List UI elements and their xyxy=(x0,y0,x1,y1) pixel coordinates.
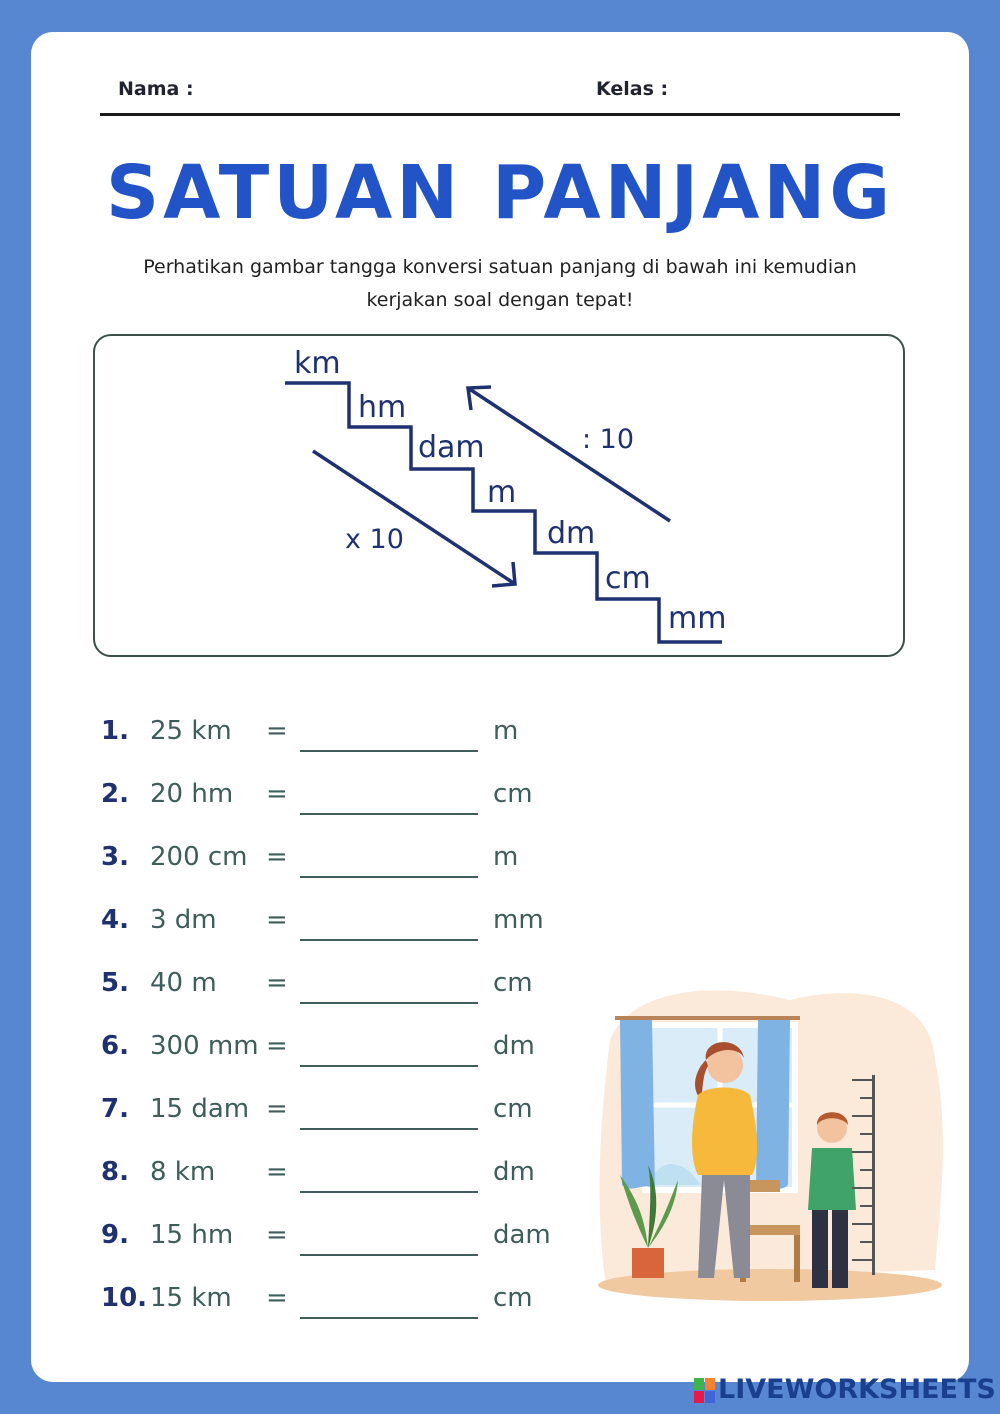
question-row xyxy=(0,1273,600,1323)
question-row xyxy=(0,769,600,819)
name-label: Nama : xyxy=(118,78,194,100)
answer-input[interactable] xyxy=(300,1128,478,1130)
answer-input[interactable] xyxy=(300,939,478,941)
question-row xyxy=(0,1210,600,1260)
stair-label-cm: cm xyxy=(605,561,651,596)
target-unit: cm xyxy=(493,1094,533,1124)
target-unit: mm xyxy=(493,905,544,935)
question-number: 6. xyxy=(101,1031,129,1061)
stair-label-km: km xyxy=(294,346,341,381)
stair-label-hm: hm xyxy=(358,390,407,425)
question-number: 4. xyxy=(101,905,129,935)
question-value: 25 km xyxy=(150,716,232,746)
target-unit: dm xyxy=(493,1157,535,1187)
answer-input[interactable] xyxy=(300,1254,478,1256)
equals-sign: = xyxy=(266,716,288,746)
target-unit: cm xyxy=(493,779,533,809)
divide-label: : 10 xyxy=(582,424,635,455)
question-number: 5. xyxy=(101,968,129,998)
question-number: 7. xyxy=(101,1094,129,1124)
question-value: 200 cm xyxy=(150,842,248,872)
question-value: 20 hm xyxy=(150,779,234,809)
question-row xyxy=(0,706,600,756)
liveworksheets-brand: LIVEWORKSHEETS xyxy=(718,1374,996,1405)
target-unit: dam xyxy=(493,1220,551,1250)
equals-sign: = xyxy=(266,905,288,935)
question-row xyxy=(0,1021,600,1071)
answer-input[interactable] xyxy=(300,1191,478,1193)
target-unit: cm xyxy=(493,968,533,998)
question-value: 300 mm xyxy=(150,1031,259,1061)
instruction-text: Perhatikan gambar tangga konversi satuan panjang di bawah ini kemudian kerjakan soal dengan tepat! xyxy=(143,256,857,311)
answer-input[interactable] xyxy=(300,1317,478,1319)
question-number: 8. xyxy=(101,1157,129,1187)
stair-label-dam: dam xyxy=(418,430,485,465)
question-row xyxy=(0,1147,600,1197)
equals-sign: = xyxy=(266,1157,288,1187)
question-value: 15 dam xyxy=(150,1094,250,1124)
liveworksheets-logo-icon xyxy=(694,1376,716,1406)
question-number: 9. xyxy=(101,1220,129,1250)
target-unit: cm xyxy=(493,1283,533,1313)
equals-sign: = xyxy=(266,1283,288,1313)
equals-sign: = xyxy=(266,1031,288,1061)
answer-input[interactable] xyxy=(300,1065,478,1067)
question-value: 40 m xyxy=(150,968,217,998)
answer-input[interactable] xyxy=(300,1002,478,1004)
question-row xyxy=(0,958,600,1008)
down-arrow-icon xyxy=(313,451,515,586)
conversion-staircase-box xyxy=(93,334,905,657)
target-unit: m xyxy=(493,716,519,746)
header-divider xyxy=(100,113,900,116)
answer-input[interactable] xyxy=(300,813,478,815)
stair-label-mm: mm xyxy=(668,601,727,636)
target-unit: dm xyxy=(493,1031,535,1061)
question-row xyxy=(0,1084,600,1134)
staircase-diagram xyxy=(95,336,907,659)
stair-label-m: m xyxy=(487,475,517,510)
question-value: 15 km xyxy=(150,1283,232,1313)
question-value: 15 hm xyxy=(150,1220,234,1250)
answer-input[interactable] xyxy=(300,750,478,752)
height-measuring-illustration xyxy=(590,980,950,1320)
question-row xyxy=(0,895,600,945)
page-title: SATUAN PANJANG xyxy=(105,150,895,236)
question-row xyxy=(0,832,600,882)
target-unit: m xyxy=(493,842,519,872)
stair-label-dm: dm xyxy=(547,516,596,551)
equals-sign: = xyxy=(266,842,288,872)
question-number: 1. xyxy=(101,716,129,746)
equals-sign: = xyxy=(266,1220,288,1250)
class-label: Kelas : xyxy=(596,78,669,100)
equals-sign: = xyxy=(266,1094,288,1124)
question-value: 8 km xyxy=(150,1157,216,1187)
question-number: 3. xyxy=(101,842,129,872)
multiply-label: x 10 xyxy=(345,524,404,555)
answer-input[interactable] xyxy=(300,876,478,878)
equals-sign: = xyxy=(266,779,288,809)
question-number: 2. xyxy=(101,779,129,809)
question-number: 10. xyxy=(101,1283,148,1313)
question-value: 3 dm xyxy=(150,905,217,935)
equals-sign: = xyxy=(266,968,288,998)
